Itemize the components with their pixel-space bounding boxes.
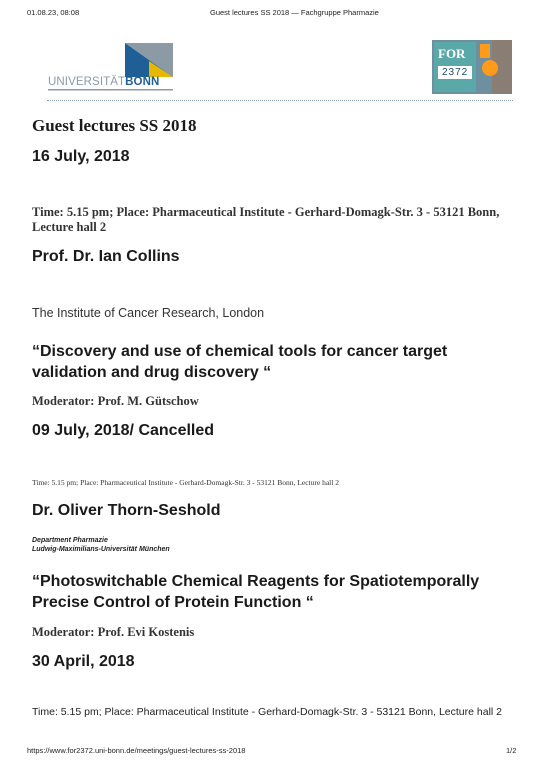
header-divider xyxy=(47,100,513,101)
university-wordmark-right: BONN xyxy=(125,76,160,88)
lecture-3-date: 30 April, 2018 xyxy=(32,653,135,670)
lecture-2-department: Department Pharmazie xyxy=(32,537,108,544)
university-bonn-logo[interactable] xyxy=(48,43,178,95)
university-wordmark xyxy=(48,76,159,88)
lecture-1-talk-title: “Discovery and use of chemical tools for cancer target validation and drug discovery “ xyxy=(32,343,448,381)
lecture-1-speaker: Prof. Dr. Ian Collins xyxy=(32,248,180,265)
lecture-1-moderator: Moderator: Prof. M. Gütschow xyxy=(32,394,199,408)
for-logo-number: 2372 xyxy=(438,66,472,79)
print-page-title: Guest lectures SS 2018 — Fachgruppe Pharmazie xyxy=(210,8,379,17)
print-footer-url[interactable]: https://www.for2372.uni-bonn.de/meetings/guest-lectures-ss-2018 xyxy=(27,746,246,755)
lecture-2-date: 09 July, 2018/ Cancelled xyxy=(32,422,215,439)
lecture-2-speaker: Dr. Oliver Thorn-Seshold xyxy=(32,502,221,519)
page-title: Guest lectures SS 2018 xyxy=(32,116,197,135)
lecture-2-moderator: Moderator: Prof. Evi Kostenis xyxy=(32,625,195,639)
for-logo-orange-dot xyxy=(482,60,498,76)
lecture-1-time-place: Time: 5.15 pm; Place: Pharmaceutical Institute - Gerhard-Domagk-Str. 3 - 53121 Bonn, Lecture hall 2 xyxy=(32,205,500,234)
for-logo-label: FOR xyxy=(438,46,466,61)
university-wordmark-left: UNIVERSITÄT xyxy=(48,76,126,88)
print-datetime: 01.08.23, 08:08 xyxy=(27,8,80,17)
lecture-2-time-place: Time: 5.15 pm; Place: Pharmaceutical Institute - Gerhard-Domagk-Str. 3 - 53121 Bonn, Lecture hall 2 xyxy=(32,478,339,487)
lecture-3-time-place: Time: 5.15 pm; Place: Pharmaceutical Institute - Gerhard-Domagk-Str. 3 - 53121 Bonn, Lecture hall 2 xyxy=(32,706,503,718)
for2372-logo[interactable] xyxy=(432,40,512,94)
print-page-number: 1/2 xyxy=(506,746,517,755)
lecture-2-institution: Ludwig-Maximilians-Universität München xyxy=(32,546,170,553)
for-logo-orange-block xyxy=(480,44,490,58)
lecture-1-date: 16 July, 2018 xyxy=(32,148,130,165)
lecture-1-institution: The Institute of Cancer Research, London xyxy=(32,306,265,320)
lecture-2-talk-title: “Photoswitchable Chemical Reagents for Spatiotemporally Precise Control of Protein Function “ xyxy=(32,573,480,611)
